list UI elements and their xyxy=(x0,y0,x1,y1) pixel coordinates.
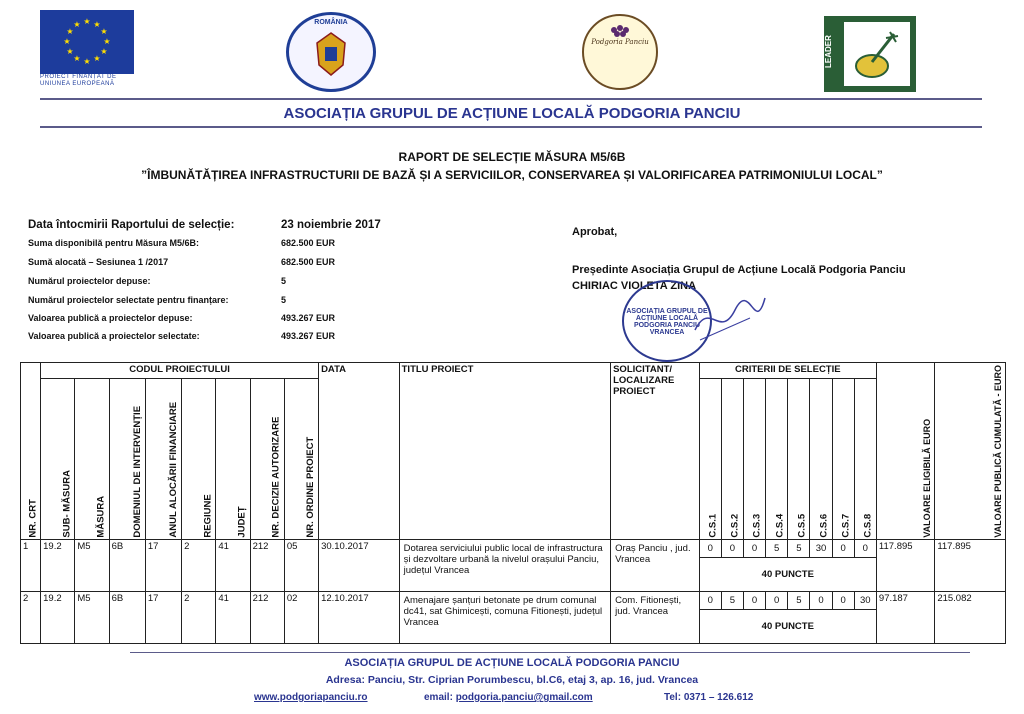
cell-score: 0 xyxy=(721,539,743,557)
header-solicitant: SOLICITANT/ LOCALIZARE PROIECT xyxy=(611,363,700,540)
leader-text: LEADER xyxy=(824,35,833,69)
cell-nr: 1 xyxy=(21,539,41,591)
header-nr-ordine: NR. ORDINE PROIECT xyxy=(284,379,318,540)
info-value: 682.500 EUR xyxy=(281,238,336,248)
cell-regiune: 2 xyxy=(182,591,216,643)
svg-text:★: ★ xyxy=(63,37,71,46)
cell-nr-ordine: 02 xyxy=(284,591,318,643)
cell-score: 0 xyxy=(832,591,854,609)
footer-organization: ASOCIAȚIA GRUPUL DE ACȚIUNE LOCALĂ PODGORIA PANCIU xyxy=(344,657,680,669)
cell-valoare-cumulata: 117.895 xyxy=(935,539,1006,591)
footer-email-label: email: xyxy=(424,692,453,703)
header-cs-6: C.S.6 xyxy=(810,379,832,540)
president-name: CHIRIAC VIOLETA ZINA xyxy=(572,280,697,292)
header-divider-bottom xyxy=(40,126,982,128)
cell-titlu: Dotarea serviciului public local de infrastructura și dezvoltare urbană la nivelul orașului Panciu, județul Vrancea xyxy=(399,539,610,591)
selection-table xyxy=(20,362,1006,644)
info-value: 5 xyxy=(281,276,287,286)
podgoria-seal-text: Podgoria Panciu xyxy=(591,38,649,46)
cell-score: 30 xyxy=(854,591,876,609)
svg-text:★: ★ xyxy=(83,57,91,66)
president-title: Președinte Asociația Grupul de Acțiune Locală Podgoria Panciu xyxy=(572,264,906,276)
info-label: Valoarea publică a proiectelor selectate: xyxy=(28,331,200,341)
header-sub-masura: SUB- MĂSURA xyxy=(41,379,75,540)
cell-score: 0 xyxy=(832,539,854,557)
header-titlu: TITLU PROIECT xyxy=(399,363,610,540)
cell-valoare-eligibila: 117.895 xyxy=(876,539,934,591)
date-value: 23 noiembrie 2017 xyxy=(281,219,381,231)
stamp-text: ASOCIAȚIA GRUPUL DE ACȚIUNE LOCALĂ PODGORIA PANCIU VRANCEA xyxy=(626,308,708,336)
svg-text:★: ★ xyxy=(100,27,108,36)
signature-scribble xyxy=(690,290,770,350)
svg-text:★: ★ xyxy=(93,54,101,63)
cell-data: 30.10.2017 xyxy=(319,539,400,591)
cell-score: 0 xyxy=(743,539,765,557)
cell-anul: 17 xyxy=(145,591,181,643)
cell-valoare-cumulata: 215.082 xyxy=(935,591,1006,643)
info-label: Numărul proiectelor selectate pentru finanțare: xyxy=(28,295,229,305)
footer-divider xyxy=(130,652,970,653)
header-criterii: CRITERII DE SELECȚIE xyxy=(699,363,876,379)
cell-titlu: Amenajare șanțuri betonate pe drum comunal dc41, sat Ghimicești, comuna Fitionești, județul Vrancea xyxy=(399,591,610,643)
footer-website-link[interactable]: www.podgoriapanciu.ro xyxy=(254,692,368,703)
header-data: DATA xyxy=(319,363,400,540)
cell-score: 0 xyxy=(810,591,832,609)
romania-ministry-seal-logo xyxy=(286,12,376,92)
footer-address: Adresa: Panciu, Str. Ciprian Porumbescu, bl.C6, etaj 3, ap. 16, jud. Vrancea xyxy=(325,674,699,686)
report-subtitle: ”ÎMBUNĂTĂȚIREA INFRASTRUCTURII DE BAZĂ ȘI A SERVICIILOR, CONSERVAREA ȘI VALORIFICAREA PATRIMONIULUI LOCAL” xyxy=(141,168,883,182)
cell-judet: 41 xyxy=(216,539,250,591)
info-value: 493.267 EUR xyxy=(281,331,336,341)
cell-valoare-eligibila: 97.187 xyxy=(876,591,934,643)
cell-domeniu: 6B xyxy=(109,539,145,591)
cell-score: 0 xyxy=(766,591,788,609)
header-cs-1: C.S.1 xyxy=(699,379,721,540)
cell-score: 5 xyxy=(788,539,810,557)
cell-nr-decizie: 212 xyxy=(250,591,284,643)
info-label: Numărul proiectelor depuse: xyxy=(28,276,151,286)
cell-nr-ordine: 05 xyxy=(284,539,318,591)
cell-score: 0 xyxy=(743,591,765,609)
header-cs-5: C.S.5 xyxy=(788,379,810,540)
cell-masura: M5 xyxy=(75,591,109,643)
table-row xyxy=(21,539,1006,557)
cell-score: 5 xyxy=(766,539,788,557)
cell-score: 0 xyxy=(854,539,876,557)
header-cs-2: C.S.2 xyxy=(721,379,743,540)
cell-regiune: 2 xyxy=(182,539,216,591)
approved-label: Aprobat, xyxy=(572,226,618,238)
footer-email-link[interactable]: podgoria.panciu@gmail.com xyxy=(455,692,593,703)
header-cs-8: C.S.8 xyxy=(854,379,876,540)
header-valoare-cumulata: VALOARE PUBLICĂ CUMULATĂ - EURO xyxy=(935,363,1006,540)
info-value: 5 xyxy=(281,295,287,305)
organization-title: ASOCIAȚIA GRUPUL DE ACȚIUNE LOCALĂ PODGORIA PANCIU xyxy=(283,105,741,122)
cell-solicitant: Oraș Panciu , jud. Vrancea xyxy=(611,539,700,591)
header-judet: JUDEȚ xyxy=(216,379,250,540)
cell-score: 0 xyxy=(699,591,721,609)
header-cs-3: C.S.3 xyxy=(743,379,765,540)
header-cs-7: C.S.7 xyxy=(832,379,854,540)
cell-total-score: 40 PUNCTE xyxy=(699,609,876,643)
podgoria-panciu-seal-logo xyxy=(582,14,658,90)
header-divider xyxy=(40,98,982,100)
cell-score: 5 xyxy=(721,591,743,609)
header-cs-4: C.S.4 xyxy=(766,379,788,540)
cell-solicitant: Com. Fitionești, jud. Vrancea xyxy=(611,591,700,643)
header-nr-crt: NR. CRT xyxy=(21,363,41,540)
cell-sub-masura: 19.2 xyxy=(41,539,75,591)
svg-text:★: ★ xyxy=(66,47,74,56)
svg-text:★: ★ xyxy=(73,54,81,63)
cell-anul: 17 xyxy=(145,539,181,591)
info-label: Suma disponibilă pentru Măsura M5/6B: xyxy=(28,238,200,248)
info-label: Sumă alocată – Sesiunea 1 /2017 xyxy=(28,257,169,267)
cell-masura: M5 xyxy=(75,539,109,591)
info-value: 493.267 EUR xyxy=(281,313,336,323)
eu-caption: PROIECT FINANȚAT DE UNIUNEA EUROPEANĂ xyxy=(40,74,117,87)
svg-text:★: ★ xyxy=(66,27,74,36)
svg-text:★: ★ xyxy=(73,20,81,29)
cell-score: 5 xyxy=(788,591,810,609)
footer-phone: Tel: 0371 – 126.612 xyxy=(664,692,754,703)
header-masura: MĂSURA xyxy=(75,379,109,540)
cell-nr-decizie: 212 xyxy=(250,539,284,591)
cell-sub-masura: 19.2 xyxy=(41,591,75,643)
svg-text:★: ★ xyxy=(83,17,91,26)
header-anul: ANUL ALOCĂRII FINANCIARE xyxy=(145,379,181,540)
romania-seal-text: ROMÂNIA xyxy=(314,19,348,26)
table-row xyxy=(21,591,1006,609)
header-regiune: REGIUNE xyxy=(182,379,216,540)
cell-score: 0 xyxy=(699,539,721,557)
header-nr-decizie: NR. DECIZIE AUTORIZARE xyxy=(250,379,284,540)
report-title: RAPORT DE SELECȚIE MĂSURA M5/6B xyxy=(398,150,626,164)
svg-text:★: ★ xyxy=(100,47,108,56)
date-label: Data întocmirii Raportului de selecție: xyxy=(28,219,235,231)
header-domeniu: DOMENIUL DE INTERVENȚIE xyxy=(109,379,145,540)
info-label: Valoarea publică a proiectelor depuse: xyxy=(28,313,193,323)
cell-domeniu: 6B xyxy=(109,591,145,643)
cell-nr: 2 xyxy=(21,591,41,643)
svg-text:★: ★ xyxy=(93,20,101,29)
eu-flag-logo xyxy=(40,10,134,74)
info-value: 682.500 EUR xyxy=(281,257,336,267)
cell-total-score: 40 PUNCTE xyxy=(699,557,876,591)
cell-judet: 41 xyxy=(216,591,250,643)
svg-text:★: ★ xyxy=(103,37,111,46)
cell-data: 12.10.2017 xyxy=(319,591,400,643)
header-valoare-eligibila: VALOARE ELIGIBILĂ EURO xyxy=(876,363,934,540)
cell-score: 30 xyxy=(810,539,832,557)
header-cod-proiect: CODUL PROIECTULUI xyxy=(41,363,319,379)
